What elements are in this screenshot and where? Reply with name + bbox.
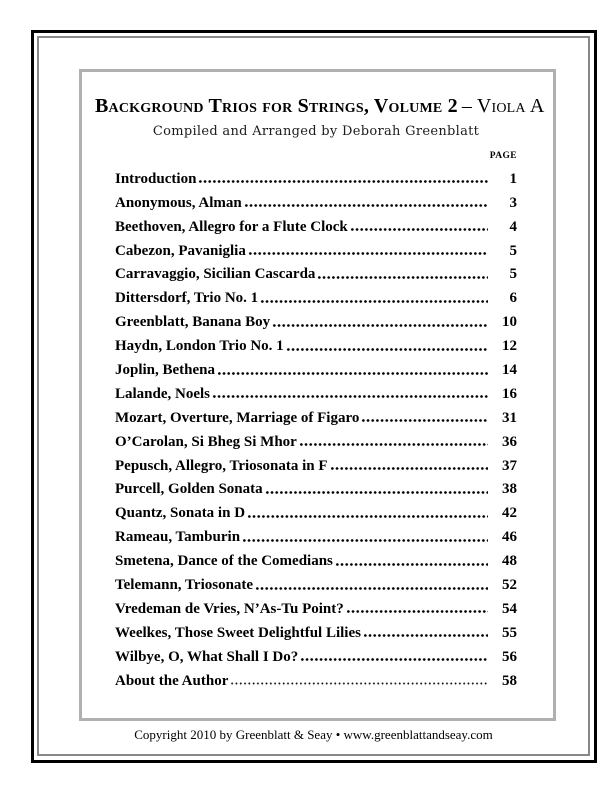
toc-entry-title: Greenblatt, Banana Boy (115, 314, 271, 331)
dot-leader (286, 347, 488, 352)
toc-entry-page: 3 (509, 194, 517, 211)
toc-entry-title: Telemann, Triosonate (115, 577, 254, 594)
toc-entry (115, 546, 517, 570)
toc-entry (115, 212, 517, 236)
toc-entry-page: 10 (502, 314, 517, 331)
toc-entry (115, 164, 517, 188)
toc-entry-page: 48 (502, 553, 517, 570)
toc-entry-title: Dittersdorf, Trio No. 1 (115, 290, 259, 307)
toc-entry-page: 5 (509, 266, 517, 283)
dot-leader (350, 227, 488, 232)
subtitle: Compiled and Arranged by Deborah Greenblatt (152, 124, 480, 139)
dot-leader (244, 203, 488, 208)
toc-entry (115, 260, 517, 284)
toc-entry-title: Weelkes, Those Sweet Delightful Lilies (115, 624, 361, 641)
toc-entry-title: Anonymous, Alman (115, 194, 242, 211)
dot-leader (265, 490, 488, 495)
toc-entry-title: About the Author (115, 672, 229, 689)
dot-leader (230, 681, 488, 686)
toc-entry (115, 403, 517, 427)
toc-entry (115, 307, 517, 331)
toc-box (79, 69, 556, 721)
toc-entry-page: 12 (502, 338, 517, 355)
toc-entry-title: Introduction (115, 170, 197, 187)
toc-entry (115, 283, 517, 307)
dot-leader (346, 609, 488, 614)
dot-leader (300, 657, 488, 662)
toc-entry-page: 5 (509, 242, 517, 259)
toc-entry-title: Wilbye, O, What Shall I Do? (115, 648, 299, 665)
toc-entry (115, 618, 517, 642)
toc-entry-page: 38 (502, 481, 517, 498)
toc-entry-page: 54 (502, 600, 517, 617)
toc-entry-page: 55 (502, 624, 517, 641)
toc-entry-page: 16 (502, 385, 517, 402)
dot-leader (247, 514, 488, 519)
footer-text: Copyright 2010 by Greenblatt & Seay • www.greenblattandseay.com (134, 727, 493, 742)
toc-entry (115, 331, 517, 355)
toc-entry-title: Mozart, Overture, Marriage of Figaro (115, 409, 360, 426)
dot-leader (272, 323, 488, 328)
toc-list (115, 164, 517, 690)
dot-leader (248, 251, 488, 256)
toc-entry (115, 236, 517, 260)
toc-entry-page: 31 (502, 409, 517, 426)
toc-entry-title: Carravaggio, Sicilian Cascarda (115, 266, 316, 283)
title-suffix: – Viola A (461, 95, 545, 117)
dot-leader (260, 299, 488, 304)
toc-entry-title: Rameau, Tamburin (115, 529, 241, 546)
toc-entry (115, 188, 517, 212)
toc-entry-page: 6 (509, 290, 517, 307)
toc-entry (115, 594, 517, 618)
toc-entry (115, 642, 517, 666)
toc-entry (115, 498, 517, 522)
toc-entry-title: O’Carolan, Si Bheg Si Mhor (115, 433, 297, 450)
toc-entry-title: Quantz, Sonata in D (115, 505, 246, 522)
toc-entry-page: 1 (509, 170, 517, 187)
dot-leader (212, 394, 488, 399)
title-main: Background Trios for Strings, Volume 2 (95, 95, 458, 117)
toc-entry-page: 56 (502, 648, 517, 665)
toc-entry-title: Smetena, Dance of the Comedians (115, 553, 333, 570)
toc-entry-page: 42 (502, 505, 517, 522)
toc-entry-title: Vredeman de Vries, N’As-Tu Point? (115, 600, 344, 617)
dot-leader (335, 562, 488, 567)
page-title (95, 94, 545, 118)
toc-entry-title: Beethoven, Allegro for a Flute Clock (115, 218, 348, 235)
dot-leader (217, 371, 488, 376)
toc-entry (115, 427, 517, 451)
toc-entry (115, 570, 517, 594)
dot-leader (198, 179, 488, 184)
dot-leader (242, 538, 488, 543)
dot-leader (317, 275, 488, 280)
toc-entry (115, 451, 517, 475)
dot-leader (299, 442, 488, 447)
dot-leader (255, 586, 488, 591)
toc-entry-title: Pepusch, Allegro, Triosonata in F (115, 457, 328, 474)
toc-entry (115, 475, 517, 499)
toc-entry-page: 58 (502, 672, 517, 689)
toc-entry-title: Joplin, Bethena (115, 362, 216, 379)
toc-entry (115, 666, 517, 690)
toc-entry-title: Purcell, Golden Sonata (115, 481, 263, 498)
toc-entry-page: 46 (502, 529, 517, 546)
dot-leader (361, 418, 488, 423)
page-column-label: PAGE (489, 151, 517, 161)
dot-leader (363, 633, 488, 638)
toc-entry-page: 4 (509, 218, 517, 235)
toc-entry-page: 52 (502, 577, 517, 594)
toc-entry (115, 355, 517, 379)
toc-entry-page: 14 (502, 362, 517, 379)
toc-entry (115, 379, 517, 403)
toc-entry-page: 36 (502, 433, 517, 450)
toc-entry-title: Cabezon, Pavaniglia (115, 242, 246, 259)
dot-leader (330, 466, 488, 471)
toc-entry-title: Lalande, Noels (115, 385, 211, 402)
toc-entry-page: 37 (502, 457, 517, 474)
toc-entry-title: Haydn, London Trio No. 1 (115, 338, 284, 355)
toc-entry (115, 522, 517, 546)
